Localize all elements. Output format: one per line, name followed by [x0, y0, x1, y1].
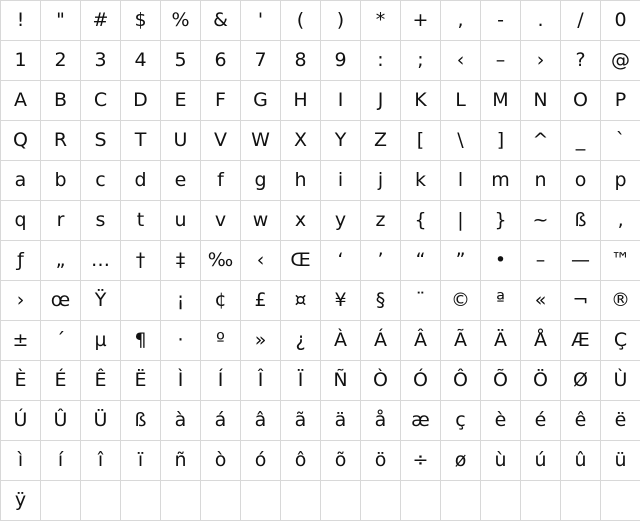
- glyph-cell[interactable]: –: [481, 41, 521, 81]
- glyph-cell[interactable]: ì: [1, 441, 41, 481]
- glyph-cell[interactable]: I: [321, 81, 361, 121]
- glyph-cell[interactable]: Ü: [81, 401, 121, 441]
- glyph-cell[interactable]: ü: [601, 441, 640, 481]
- glyph-cell[interactable]: ¨: [401, 281, 441, 321]
- glyph-cell[interactable]: C: [81, 81, 121, 121]
- glyph-cell[interactable]: ë: [601, 401, 640, 441]
- glyph-cell[interactable]: g: [241, 161, 281, 201]
- glyph-cell[interactable]: œ: [41, 281, 81, 321]
- glyph-cell[interactable]: S: [81, 121, 121, 161]
- glyph-cell[interactable]: „: [41, 241, 81, 281]
- glyph-cell[interactable]: x: [281, 201, 321, 241]
- glyph-cell[interactable]: [121, 481, 161, 521]
- glyph-cell[interactable]: ™: [601, 241, 640, 281]
- glyph-cell[interactable]: :: [361, 41, 401, 81]
- glyph-cell[interactable]: ô: [281, 441, 321, 481]
- glyph-cell[interactable]: [441, 481, 481, 521]
- glyph-cell[interactable]: ‹: [441, 41, 481, 81]
- glyph-cell[interactable]: 2: [41, 41, 81, 81]
- glyph-cell[interactable]: Q: [1, 121, 41, 161]
- glyph-cell[interactable]: Ù: [601, 361, 640, 401]
- glyph-cell[interactable]: ’: [361, 241, 401, 281]
- glyph-cell[interactable]: ƒ: [1, 241, 41, 281]
- glyph-cell[interactable]: ¤: [281, 281, 321, 321]
- glyph-cell[interactable]: &: [201, 1, 241, 41]
- glyph-cell[interactable]: ¢: [201, 281, 241, 321]
- glyph-cell[interactable]: ¿: [281, 321, 321, 361]
- glyph-cell[interactable]: {: [401, 201, 441, 241]
- glyph-cell[interactable]: P: [601, 81, 640, 121]
- glyph-cell[interactable]: Ì: [161, 361, 201, 401]
- glyph-cell[interactable]: .: [521, 1, 561, 41]
- glyph-cell[interactable]: j: [361, 161, 401, 201]
- glyph-cell[interactable]: [281, 481, 321, 521]
- glyph-cell[interactable]: U: [161, 121, 201, 161]
- glyph-cell[interactable]: ±: [1, 321, 41, 361]
- glyph-cell[interactable]: [201, 481, 241, 521]
- glyph-cell[interactable]: …: [81, 241, 121, 281]
- glyph-cell[interactable]: r: [41, 201, 81, 241]
- glyph-cell[interactable]: ¡: [161, 281, 201, 321]
- glyph-cell[interactable]: [241, 481, 281, 521]
- glyph-cell[interactable]: J: [361, 81, 401, 121]
- glyph-cell[interactable]: 3: [81, 41, 121, 81]
- glyph-cell[interactable]: ó: [241, 441, 281, 481]
- glyph-cell[interactable]: +: [401, 1, 441, 41]
- glyph-cell[interactable]: 9: [321, 41, 361, 81]
- glyph-cell[interactable]: û: [561, 441, 601, 481]
- glyph-cell[interactable]: V: [201, 121, 241, 161]
- glyph-cell[interactable]: y: [321, 201, 361, 241]
- glyph-cell[interactable]: Ö: [521, 361, 561, 401]
- glyph-cell[interactable]: 8: [281, 41, 321, 81]
- glyph-cell[interactable]: ): [321, 1, 361, 41]
- glyph-cell[interactable]: ‘: [321, 241, 361, 281]
- glyph-cell[interactable]: Ú: [1, 401, 41, 441]
- glyph-cell[interactable]: m: [481, 161, 521, 201]
- glyph-cell[interactable]: w: [241, 201, 281, 241]
- glyph-cell[interactable]: µ: [81, 321, 121, 361]
- glyph-cell[interactable]: Á: [361, 321, 401, 361]
- glyph-cell[interactable]: ›: [521, 41, 561, 81]
- glyph-cell[interactable]: «: [521, 281, 561, 321]
- glyph-cell[interactable]: s: [81, 201, 121, 241]
- glyph-cell[interactable]: ?: [561, 41, 601, 81]
- glyph-cell[interactable]: t: [121, 201, 161, 241]
- glyph-cell[interactable]: æ: [401, 401, 441, 441]
- glyph-cell[interactable]: 1: [1, 41, 41, 81]
- glyph-cell[interactable]: ‹: [241, 241, 281, 281]
- glyph-cell[interactable]: ú: [521, 441, 561, 481]
- glyph-cell[interactable]: ": [41, 1, 81, 41]
- glyph-cell[interactable]: !: [1, 1, 41, 41]
- glyph-cell[interactable]: Ó: [401, 361, 441, 401]
- glyph-cell[interactable]: [361, 481, 401, 521]
- glyph-cell[interactable]: ê: [561, 401, 601, 441]
- glyph-cell[interactable]: k: [401, 161, 441, 201]
- glyph-cell[interactable]: ß: [121, 401, 161, 441]
- glyph-cell[interactable]: _: [561, 121, 601, 161]
- glyph-cell[interactable]: Û: [41, 401, 81, 441]
- glyph-cell[interactable]: §: [361, 281, 401, 321]
- glyph-cell[interactable]: ®: [601, 281, 640, 321]
- glyph-cell[interactable]: ;: [401, 41, 441, 81]
- glyph-cell[interactable]: ¶: [121, 321, 161, 361]
- glyph-cell[interactable]: @: [601, 41, 640, 81]
- glyph-cell[interactable]: [41, 481, 81, 521]
- glyph-cell[interactable]: Ø: [561, 361, 601, 401]
- glyph-cell[interactable]: d: [121, 161, 161, 201]
- glyph-cell[interactable]: [401, 481, 441, 521]
- glyph-cell[interactable]: N: [521, 81, 561, 121]
- glyph-cell[interactable]: ã: [281, 401, 321, 441]
- glyph-cell[interactable]: [561, 481, 601, 521]
- glyph-cell[interactable]: Ò: [361, 361, 401, 401]
- glyph-cell[interactable]: Ã: [441, 321, 481, 361]
- glyph-cell[interactable]: Y: [321, 121, 361, 161]
- glyph-cell[interactable]: ñ: [161, 441, 201, 481]
- glyph-cell[interactable]: ]: [481, 121, 521, 161]
- glyph-cell[interactable]: »: [241, 321, 281, 361]
- glyph-cell[interactable]: ÿ: [1, 481, 41, 521]
- glyph-cell[interactable]: Õ: [481, 361, 521, 401]
- glyph-cell[interactable]: –: [521, 241, 561, 281]
- glyph-cell[interactable]: Ë: [121, 361, 161, 401]
- glyph-cell[interactable]: ø: [441, 441, 481, 481]
- glyph-cell[interactable]: [521, 481, 561, 521]
- glyph-cell[interactable]: n: [521, 161, 561, 201]
- glyph-cell[interactable]: ›: [1, 281, 41, 321]
- glyph-cell[interactable]: ”: [441, 241, 481, 281]
- glyph-cell[interactable]: Å: [521, 321, 561, 361]
- glyph-cell[interactable]: Z: [361, 121, 401, 161]
- glyph-cell[interactable]: |: [441, 201, 481, 241]
- glyph-cell[interactable]: ´: [41, 321, 81, 361]
- glyph-cell[interactable]: Ç: [601, 321, 640, 361]
- glyph-cell[interactable]: ¬: [561, 281, 601, 321]
- glyph-cell[interactable]: à: [161, 401, 201, 441]
- glyph-cell[interactable]: A: [1, 81, 41, 121]
- glyph-cell[interactable]: H: [281, 81, 321, 121]
- glyph-cell[interactable]: ö: [361, 441, 401, 481]
- glyph-cell[interactable]: $: [121, 1, 161, 41]
- glyph-cell[interactable]: q: [1, 201, 41, 241]
- glyph-cell[interactable]: T: [121, 121, 161, 161]
- glyph-cell[interactable]: Â: [401, 321, 441, 361]
- glyph-cell[interactable]: 0: [601, 1, 640, 41]
- glyph-cell[interactable]: å: [361, 401, 401, 441]
- glyph-cell[interactable]: R: [41, 121, 81, 161]
- glyph-cell[interactable]: Œ: [281, 241, 321, 281]
- glyph-cell[interactable]: í: [41, 441, 81, 481]
- glyph-cell[interactable]: î: [81, 441, 121, 481]
- glyph-cell[interactable]: Ï: [281, 361, 321, 401]
- glyph-cell[interactable]: Ô: [441, 361, 481, 401]
- glyph-cell[interactable]: \: [441, 121, 481, 161]
- glyph-cell[interactable]: Í: [201, 361, 241, 401]
- glyph-cell[interactable]: ï: [121, 441, 161, 481]
- glyph-cell[interactable]: u: [161, 201, 201, 241]
- glyph-cell[interactable]: †: [121, 241, 161, 281]
- glyph-cell[interactable]: -: [481, 1, 521, 41]
- glyph-cell[interactable]: 7: [241, 41, 281, 81]
- glyph-cell[interactable]: i: [321, 161, 361, 201]
- glyph-cell[interactable]: È: [1, 361, 41, 401]
- glyph-cell[interactable]: M: [481, 81, 521, 121]
- glyph-cell[interactable]: ': [241, 1, 281, 41]
- glyph-cell[interactable]: ‡: [161, 241, 201, 281]
- glyph-cell[interactable]: c: [81, 161, 121, 201]
- glyph-cell[interactable]: 4: [121, 41, 161, 81]
- glyph-cell[interactable]: G: [241, 81, 281, 121]
- glyph-cell[interactable]: º: [201, 321, 241, 361]
- glyph-cell[interactable]: v: [201, 201, 241, 241]
- glyph-cell[interactable]: 5: [161, 41, 201, 81]
- glyph-cell[interactable]: p: [601, 161, 640, 201]
- glyph-cell[interactable]: ä: [321, 401, 361, 441]
- glyph-cell[interactable]: *: [361, 1, 401, 41]
- glyph-cell[interactable]: %: [161, 1, 201, 41]
- glyph-cell[interactable]: ò: [201, 441, 241, 481]
- glyph-cell[interactable]: z: [361, 201, 401, 241]
- glyph-cell[interactable]: É: [41, 361, 81, 401]
- glyph-cell[interactable]: Ñ: [321, 361, 361, 401]
- glyph-cell[interactable]: Î: [241, 361, 281, 401]
- glyph-cell[interactable]: ç: [441, 401, 481, 441]
- glyph-cell[interactable]: [81, 481, 121, 521]
- glyph-cell[interactable]: À: [321, 321, 361, 361]
- glyph-cell[interactable]: ‚: [601, 201, 640, 241]
- glyph-cell[interactable]: é: [521, 401, 561, 441]
- glyph-cell[interactable]: [121, 281, 161, 321]
- glyph-cell[interactable]: b: [41, 161, 81, 201]
- glyph-cell[interactable]: }: [481, 201, 521, 241]
- glyph-cell[interactable]: Ê: [81, 361, 121, 401]
- glyph-cell[interactable]: X: [281, 121, 321, 161]
- glyph-cell[interactable]: B: [41, 81, 81, 121]
- glyph-cell[interactable]: h: [281, 161, 321, 201]
- glyph-cell[interactable]: Ÿ: [81, 281, 121, 321]
- glyph-cell[interactable]: F: [201, 81, 241, 121]
- glyph-cell[interactable]: [: [401, 121, 441, 161]
- glyph-cell[interactable]: ¥: [321, 281, 361, 321]
- glyph-cell[interactable]: ß: [561, 201, 601, 241]
- glyph-cell[interactable]: W: [241, 121, 281, 161]
- glyph-cell[interactable]: ù: [481, 441, 521, 481]
- glyph-cell[interactable]: ©: [441, 281, 481, 321]
- glyph-cell[interactable]: #: [81, 1, 121, 41]
- glyph-cell[interactable]: f: [201, 161, 241, 201]
- glyph-cell[interactable]: a: [1, 161, 41, 201]
- glyph-cell[interactable]: o: [561, 161, 601, 201]
- glyph-cell[interactable]: ^: [521, 121, 561, 161]
- glyph-cell[interactable]: 6: [201, 41, 241, 81]
- glyph-cell[interactable]: ·: [161, 321, 201, 361]
- glyph-cell[interactable]: Æ: [561, 321, 601, 361]
- glyph-cell[interactable]: (: [281, 1, 321, 41]
- glyph-cell[interactable]: /: [561, 1, 601, 41]
- glyph-cell[interactable]: [161, 481, 201, 521]
- glyph-cell[interactable]: â: [241, 401, 281, 441]
- glyph-cell[interactable]: á: [201, 401, 241, 441]
- glyph-cell[interactable]: “: [401, 241, 441, 281]
- glyph-cell[interactable]: D: [121, 81, 161, 121]
- glyph-cell[interactable]: —: [561, 241, 601, 281]
- glyph-cell[interactable]: [321, 481, 361, 521]
- glyph-cell[interactable]: e: [161, 161, 201, 201]
- glyph-cell[interactable]: O: [561, 81, 601, 121]
- glyph-cell[interactable]: ª: [481, 281, 521, 321]
- glyph-cell[interactable]: £: [241, 281, 281, 321]
- glyph-cell[interactable]: E: [161, 81, 201, 121]
- glyph-cell[interactable]: K: [401, 81, 441, 121]
- glyph-cell[interactable]: õ: [321, 441, 361, 481]
- glyph-cell[interactable]: ~: [521, 201, 561, 241]
- glyph-cell[interactable]: ‰: [201, 241, 241, 281]
- glyph-cell[interactable]: `: [601, 121, 640, 161]
- glyph-cell[interactable]: è: [481, 401, 521, 441]
- glyph-cell[interactable]: l: [441, 161, 481, 201]
- glyph-cell[interactable]: Ä: [481, 321, 521, 361]
- glyph-cell[interactable]: L: [441, 81, 481, 121]
- glyph-cell[interactable]: [601, 481, 640, 521]
- glyph-cell[interactable]: ÷: [401, 441, 441, 481]
- glyph-cell[interactable]: •: [481, 241, 521, 281]
- glyph-cell[interactable]: ,: [441, 1, 481, 41]
- glyph-cell[interactable]: [481, 481, 521, 521]
